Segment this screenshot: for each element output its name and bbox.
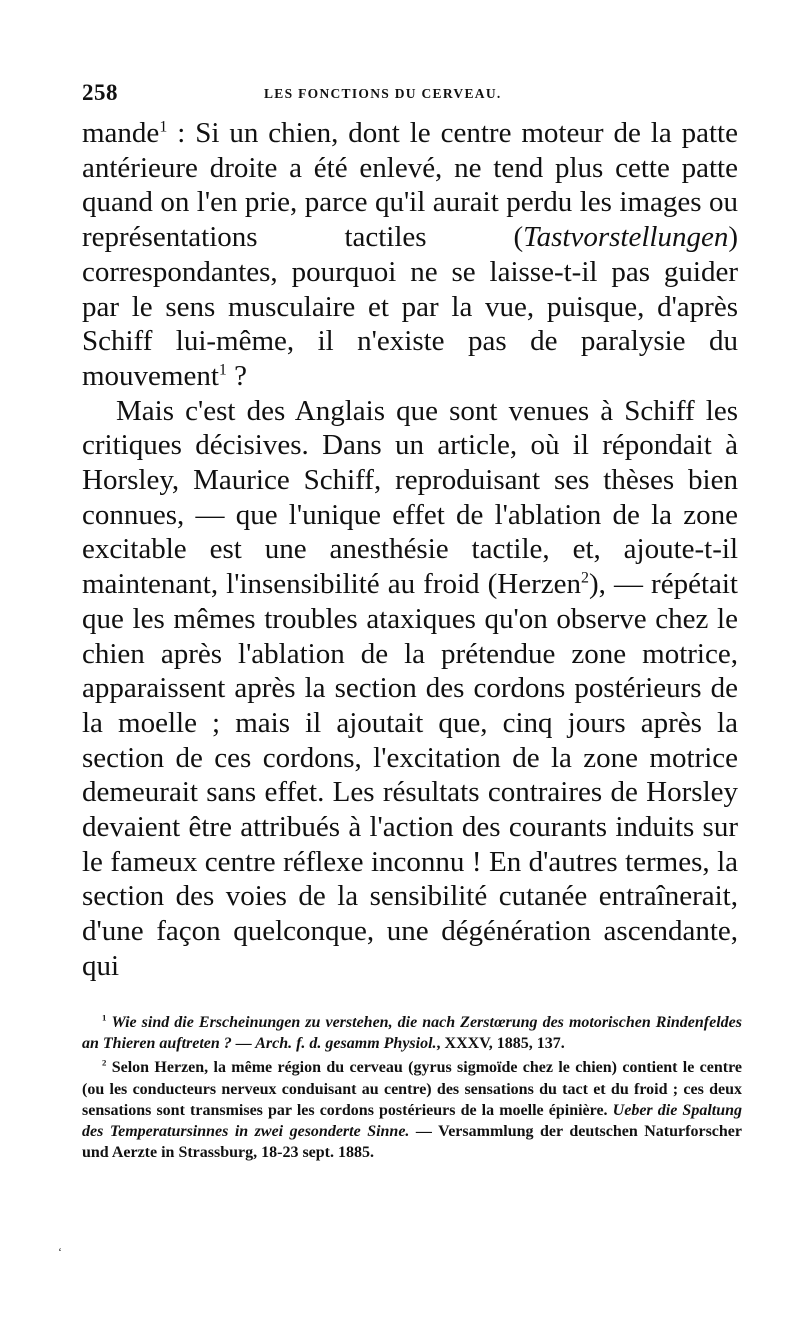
text-run: : Si un chien, dont le centre moteur de la patte antérieure droite a été enlevé, ne tend plus cette patte quand on l'en prie, parce qu'il aurait perdu les images ou représentations tactiles (	[82, 117, 738, 254]
footnote-ref-1b: 1	[218, 361, 227, 379]
paragraph	[82, 394, 738, 984]
footnote-ref-1: 1	[159, 118, 168, 136]
footnote-title: Ueber die Spaltung des Temperatursinnes in zwei gesonderte Sinne.	[82, 1101, 743, 1141]
page-number: 258	[82, 80, 118, 105]
text-run: ), — répétait que les mêmes troubles ataxiques qu'on observe chez le chien après l'ablation de la prétendue zone motrice, apparaissent après la section des cordons postérieurs de la moelle ; mais il ajoutait que, cinq jours après la section de ces cordons, l'excitation de la zone motrice demeurait sans effet. Les résultats contraires de Horsley devaient être attribués à l'action des courants induits sur le fameux centre réflexe inconnu ! En d'autres termes, la section des voies de la sensibilité cutanée entraînerait, d'une façon quelconque, une dégénération ascendante, qui	[82, 568, 738, 982]
footnote-citation: , XXXV, 1885, 137.	[436, 1035, 565, 1053]
footnote-number: 2	[102, 1058, 107, 1069]
footnote-1	[82, 1012, 742, 1054]
footnote-title: Wie sind die Erscheinungen zu verstehen, die nach Zerstœrung des motorischen Rindenfeldes an Thieren auftreten ? — Arch. f. d. gesamm Physiol.	[82, 1014, 742, 1053]
text-run: ?	[226, 359, 248, 392]
running-title: LES FONCTIONS DU CERVEAU.	[264, 86, 502, 101]
running-head	[82, 80, 742, 110]
footnote-number: 1	[102, 1012, 107, 1023]
footnote-citation: — Versammlung der deutschen Naturforscher und Aerzte in Strassburg, 18-23 sept. 1885.	[82, 1123, 742, 1162]
footnotes	[82, 1012, 742, 1166]
text-run: mande	[82, 117, 160, 149]
text-run: ) correspondantes, pourquoi ne se laisse-t-il pas guider par le sens musculaire et par la vue, puisque, d'après Schiff lui-même, il n'existe pas de paralysie du mouvement	[82, 221, 738, 392]
paragraph-continued	[82, 116, 738, 394]
margin-mark: ʻ	[58, 1245, 62, 1259]
footnote-text: Selon Herzen, la même région du cerveau (gyrus sigmoïde chez le chien) contient le centre (ou les conducteurs nerveux conduisant au centre) des sensations du tact et du froid ; ces deux sensations sont transmises par les cordons postérieurs de la moelle épinière.	[82, 1059, 742, 1119]
body-text	[82, 116, 738, 984]
footnote-2	[82, 1057, 742, 1163]
german-term: Tastvorstellungen	[523, 221, 729, 254]
text-run: Mais c'est des Anglais que sont venues à Schiff les critiques décisives. Dans un article, où il répondait à Horsley, Maurice Schiff, reproduisant ses thèses bien connues, — que l'unique effet de l'ablation de la zone excitable est une anesthésie tactile, et, ajoute-t-il maintenant, l'insensibilité au froid (Herzen	[82, 394, 738, 601]
footnote-ref-2: 2	[581, 569, 589, 587]
